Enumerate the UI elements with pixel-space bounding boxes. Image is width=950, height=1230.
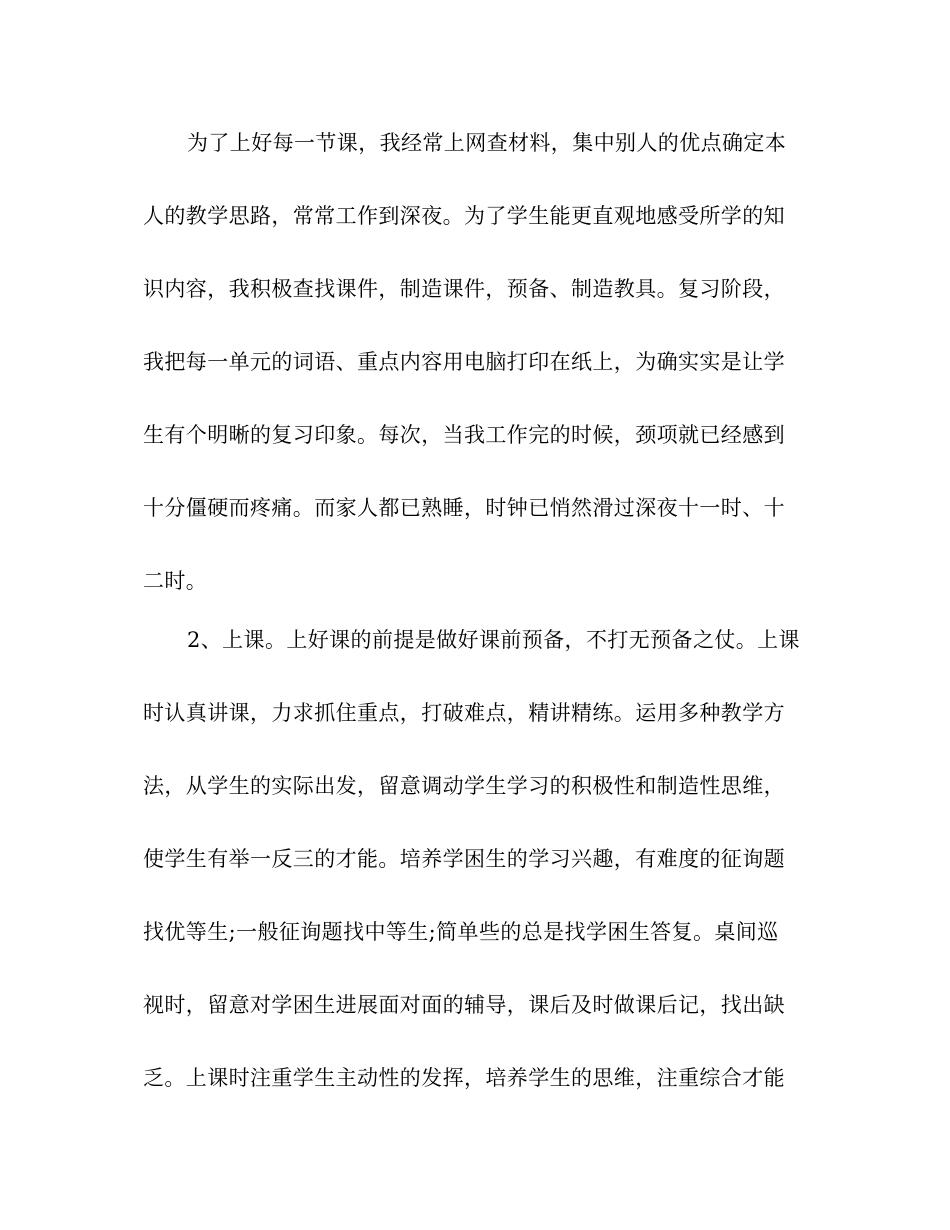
paragraph-line: 时认真讲课，力求抓住重点，打破难点，精讲精练。运用多种教学方	[143, 701, 785, 725]
paragraph-line: 找优等生;一般征询题找中等生;简单些的总是找学困生答复。桌间巡	[143, 920, 779, 944]
paragraph-line: 生有个明晰的复习印象。每次，当我工作完的时候，颈项就已经感到	[143, 423, 785, 447]
paragraph-line: 法，从学生的实际出发，留意调动学生学习的积极性和制造性思维，	[143, 774, 785, 798]
paragraph-line: 二时。	[143, 569, 208, 593]
paragraph-line: 十分僵硬而疼痛。而家人都已熟睡，时钟已悄然滑过深夜十一时、十	[143, 496, 785, 520]
paragraph-line: 2、上课。上好课的前提是做好课前预备，不打无预备之仗。上课	[187, 628, 800, 652]
paragraph-line: 识内容，我积极查找课件，制造课件，预备、制造教具。复习阶段，	[143, 277, 785, 301]
paragraph-line: 乏。上课时注重学生主动性的发挥，培养学生的思维，注重综合才能	[143, 1066, 785, 1090]
paragraph-line: 人的教学思路，常常工作到深夜。为了学生能更直观地感受所学的知	[143, 204, 785, 228]
paragraph-line: 为了上好每一节课，我经常上网查材料，集中别人的优点确定本	[187, 131, 787, 155]
paragraph-line: 视时，留意对学困生进展面对面的辅导，课后及时做课后记，找出缺	[143, 993, 785, 1017]
paragraph-line: 使学生有举一反三的才能。培养学困生的学习兴趣，有难度的征询题	[143, 847, 785, 871]
paragraph-line: 我把每一单元的词语、重点内容用电脑打印在纸上，为确实实是让学	[143, 350, 785, 374]
